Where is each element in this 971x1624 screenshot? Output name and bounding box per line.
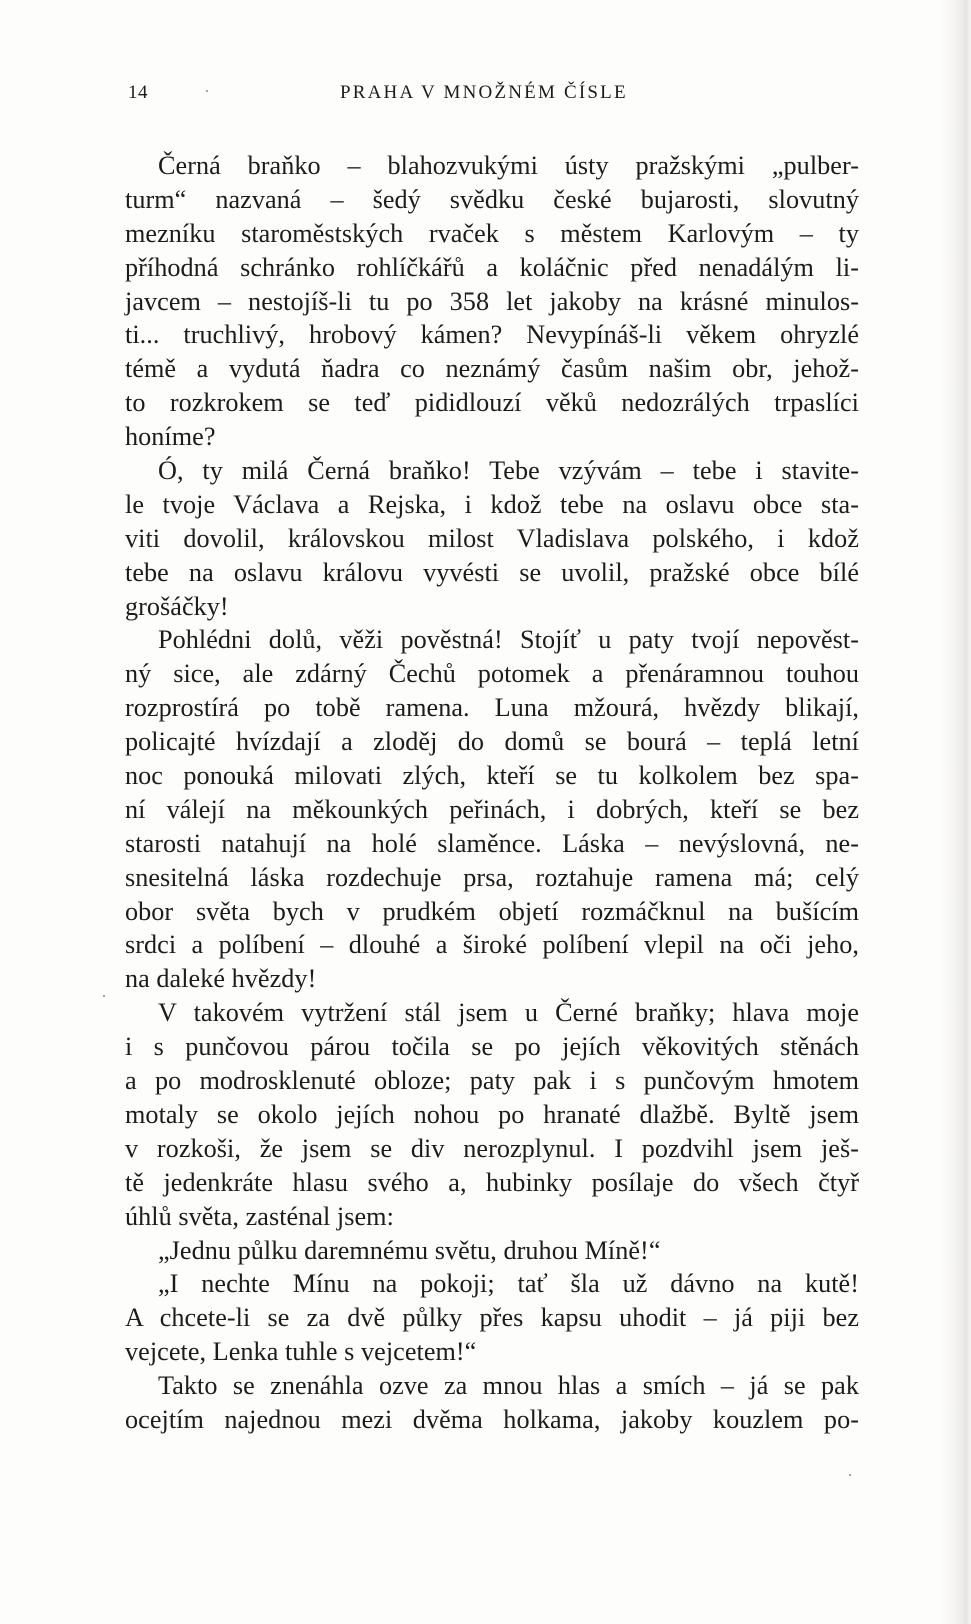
text-line: v rozkoši, že jsem se div nerozplynul. I pozdvihl jsem ješ-	[125, 1133, 859, 1163]
text-line: mezníku staroměstských rvaček s městem Karlovým – ty	[125, 218, 859, 248]
text-line: noc ponouká milovati zlých, kteří se tu kolkolem bez spa-	[125, 761, 859, 791]
text-line: obor světa bych v prudkém objetí rozmáčknul na bušícím	[125, 896, 859, 926]
text-line: příhodná schránko rohlíčkářů a koláčnic před nenadálým li-	[125, 252, 859, 282]
scan-speck	[206, 90, 208, 92]
text-line: starosti natahují na holé slaměnce. Láska – nevýslovná, ne-	[125, 828, 859, 858]
text-line: vejcete, Lenka tuhle s vejcetem!“	[125, 1337, 477, 1367]
running-title: PRAHA V MNOŽNÉM ČÍSLE	[340, 82, 628, 103]
text-line: a po modrosklenuté obloze; paty pak i s punčovým hmotem	[125, 1066, 859, 1096]
text-line: Pohlédni dolů, věži pověstná! Stojíť u paty tvojí nepověst-	[158, 625, 859, 655]
text-line: Takto se znenáhla ozve za mnou hlas a smích – já se pak	[158, 1371, 859, 1401]
text-line: témě a vydutá ňadra co neznámý časům našim obr, jehož-	[125, 354, 859, 384]
text-line: ní válejí na měkounkých peřinách, i dobrých, kteří se bez	[125, 794, 859, 824]
page-number: 14	[128, 82, 148, 103]
text-line: le tvoje Václava a Rejska, i kdož tebe na oslavu obce sta-	[125, 489, 859, 519]
text-line: Ó, ty milá Černá braňko! Tebe vzývám – tebe i stavite-	[158, 456, 859, 486]
scan-speck	[103, 995, 105, 997]
text-line: grošáčky!	[125, 591, 229, 621]
text-line: turm“ nazvaná – šedý svědku české bujarosti, slovutný	[125, 184, 859, 214]
text-line: A chcete-li se za dvě půlky přes kapsu uhodit – já piji bez	[125, 1303, 859, 1333]
text-line: Černá braňko – blahozvukými ústy pražskými „pulber-	[158, 151, 859, 180]
scan-speck	[849, 1474, 851, 1476]
page-gutter-shadow	[941, 0, 971, 1624]
text-line: motaly se okolo jejích nohou po hranaté dlažbě. Byltě jsem	[125, 1099, 859, 1129]
text-line: i s punčovou párou točila se po jejích věkovitých stěnách	[125, 1032, 859, 1062]
text-line: tě jedenkráte hlasu svého a, hubinky posílaje do všech čtyř	[125, 1167, 859, 1197]
text-line: tebe na oslavu královu vyvésti se uvolil, pražské obce bílé	[125, 557, 859, 587]
page-header	[128, 82, 865, 112]
text-line: policajté hvízdají a zloděj do domů se bourá – teplá letní	[125, 727, 859, 757]
text-line: honíme?	[125, 422, 216, 452]
text-line: srdci a políbení – dlouhé a široké políbení vlepil na oči jeho,	[125, 930, 859, 960]
text-line: ný sice, ale zdárný Čechů potomek a přenáramnou touhou	[125, 659, 859, 689]
body-text	[125, 149, 859, 1437]
text-line: na daleké hvězdy!	[125, 964, 317, 994]
text-line: ti... truchlivý, hrobový kámen? Nevypínáš-li věkem ohryzlé	[125, 320, 859, 350]
text-line: „I nechte Mínu na pokoji; tať šla už dávno na kutě!	[158, 1269, 859, 1299]
text-line: to rozkrokem se teď pididlouzí věků nedozrálých trpaslíci	[125, 388, 859, 418]
text-line: V takovém vytržení stál jsem u Černé braňky; hlava moje	[158, 998, 859, 1028]
text-line: „Jednu půlku daremnému světu, druhou Míně!“	[158, 1235, 661, 1265]
text-line: rozprostírá po tobě ramena. Luna mžourá, hvězdy blikají,	[125, 693, 859, 723]
text-line: ocejtím najednou mezi dvěma holkama, jakoby kouzlem po-	[125, 1404, 859, 1434]
text-line: úhlů světa, zasténal jsem:	[125, 1201, 394, 1231]
text-line: snesitelná láska rozdechuje prsa, roztahuje ramena má; celý	[125, 862, 859, 892]
text-line: viti dovolil, královskou milost Vladislava polského, i kdož	[125, 523, 859, 553]
text-line: javcem – nestojíš-li tu po 358 let jakoby na krásné minulos-	[125, 286, 859, 316]
